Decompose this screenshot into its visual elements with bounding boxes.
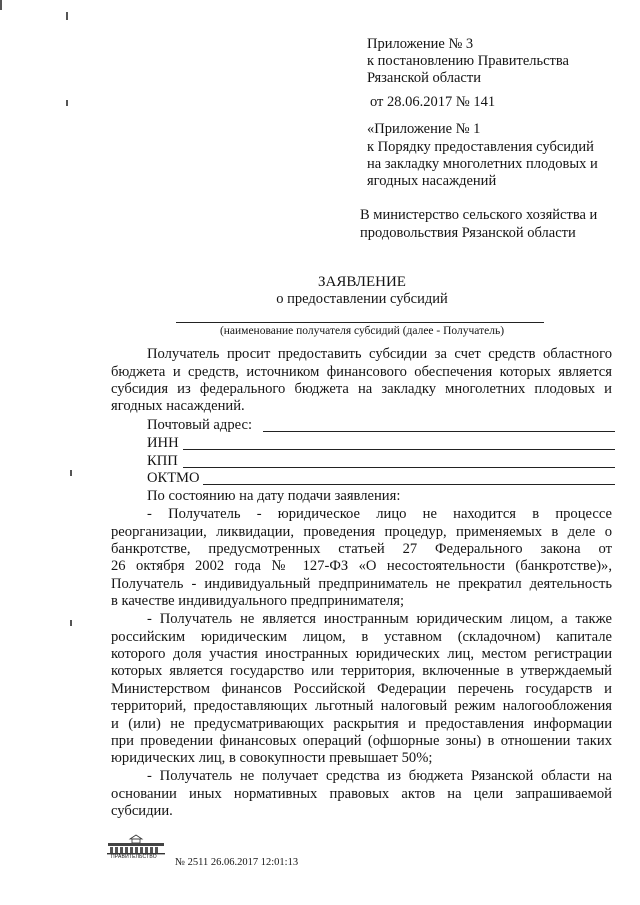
binder-edge-mark [70,470,72,476]
clause-2-line-9: юридических лиц, в совокупности превышает 50%; [111,750,433,766]
clause-1-line-6: в качестве индивидуального предпринимателя; [111,593,405,609]
clause-2-line-4: которых является государство или территория, включенные в утверждаемый [111,663,612,679]
clause-2-line-8: при проведении финансовых операций (офшорные зоны) в отношении таких [111,733,612,749]
inn-label: ИНН [147,435,179,451]
binder-edge-mark [0,0,2,10]
inn-line [183,449,615,450]
appendix-1-line-3: на закладку многолетних плодовых и [367,156,598,172]
intro-line-2: бюджета и средств, источником финансового обеспечения которых является [111,364,612,380]
binder-edge-mark [66,12,68,20]
oktmo-line [203,484,615,485]
kpp-line [183,467,615,468]
addressee-line-2: продовольствия Рязанской области [360,225,576,241]
clause-2-line-7: и (или) не предусматривающих раскрытия и предоставления информации [111,716,612,732]
clause-2-line-1: - Получатель не является иностранным юридическим лицом, а также [147,611,612,627]
clause-1-line-1: - Получатель - юридическое лицо не находится в процессе [147,506,612,522]
oktmo-label: ОКТМО [147,470,200,486]
recipient-name-line [176,322,544,323]
clause-1-line-4: 26 октября 2002 года № 127-ФЗ «О несостоятельности (банкротстве)», [111,558,612,574]
intro-line-3: субсидия из федерального бюджета на закладку многолетних плодовых и [111,381,612,397]
appendix-1-line-1: «Приложение № 1 [367,121,481,137]
clause-1-line-2: реорганизации, ликвидации, проведения процедур, применяемых в деле о [111,524,612,540]
clause-1-line-3: банкротстве, предусмотренных статьей 27 Федерального закона от [111,541,612,557]
document-registration-stamp: № 2511 26.06.2017 12:01:13 [175,857,299,868]
status-intro: По состоянию на дату подачи заявления: [147,488,401,504]
appendix-1-line-4: ягодных насаждений [367,173,497,189]
government-stamp [106,834,166,860]
document-title: ЗАЯВЛЕНИЕ [318,274,406,290]
document-subtitle: о предоставлении субсидий [276,291,448,307]
clause-2-line-5: Министерством финансов Российской Федерации перечень государств и [111,681,612,697]
appendix-1-line-2: к Порядку предоставления субсидий [367,139,594,155]
addressee-line-1: В министерство сельского хозяйства и [360,207,598,223]
recipient-name-hint: (наименование получателя субсидий (далее - Получатель) [219,325,505,337]
appendix-3-line-2: к постановлению Правительства [367,53,569,69]
appendix-3-line-4: от 28.06.2017 № 141 [370,94,496,110]
clause-3-line-3: субсидии. [111,803,173,819]
clause-1-line-5: Получатель - индивидуальный предприниматель не прекратил деятельность [111,576,612,592]
clause-3-line-1: - Получатель не получает средства из бюджета Рязанской области на [147,768,612,784]
intro-line-1: Получатель просит предоставить субсидии за счет средств областного [147,346,612,362]
postal-address-line [263,431,615,432]
government-stamp-label: ПРАВИТЕЛЬСТВО [111,854,157,860]
intro-line-4: ягодных насаждений. [111,398,245,414]
clause-2-line-6: территорий, предоставляющих льготный налоговый режим налогообложения [111,698,612,714]
clause-3-line-2: основании иных нормативных правовых актов на цели запрашиваемой [111,786,612,802]
binder-edge-mark [70,620,72,626]
appendix-3-line-1: Приложение № 3 [367,36,474,52]
clause-2-line-3: которого доля участия иностранных юридических лиц, местом регистрации [111,646,612,662]
appendix-3-line-3: Рязанской области [367,70,481,86]
clause-2-line-2: российским юридическим лицом, в уставном (складочном) капитале [111,629,612,645]
binder-edge-mark [66,100,68,106]
postal-address-label: Почтовый адрес: [147,417,253,433]
kpp-label: КПП [147,453,178,469]
